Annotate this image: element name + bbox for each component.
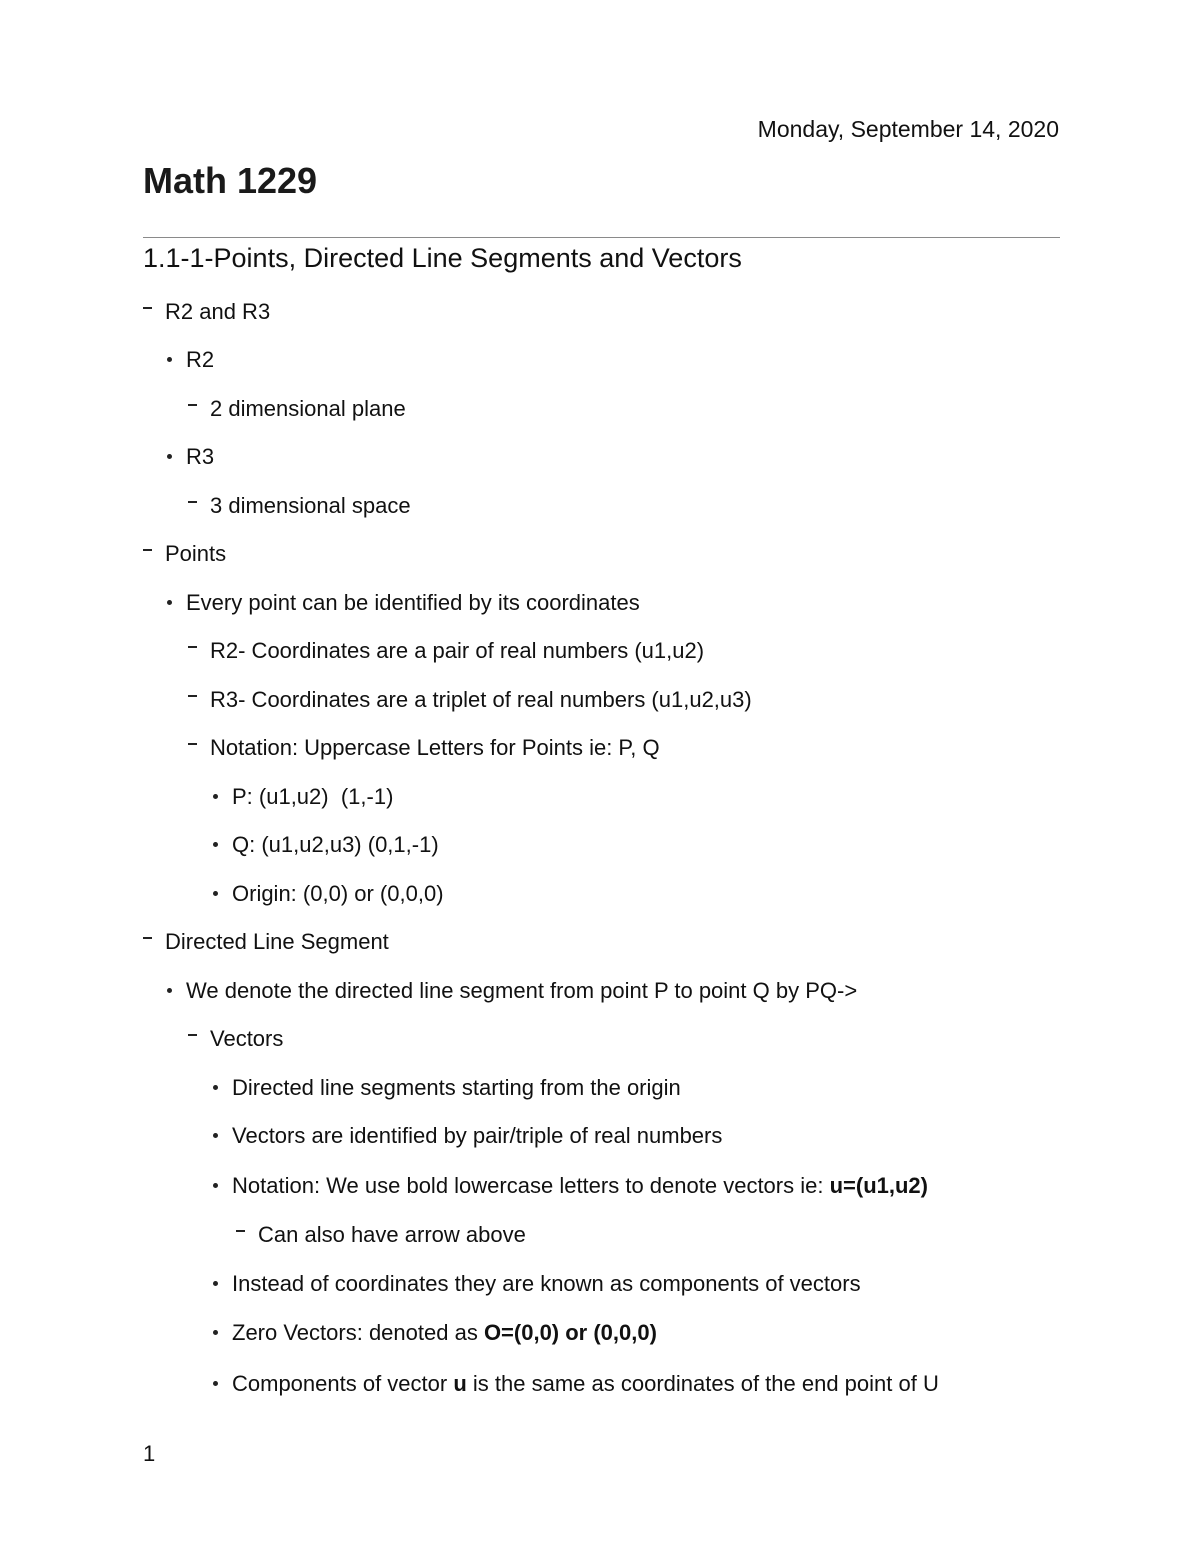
date-label: Monday, September 14, 2020 (757, 116, 1059, 142)
list-item-text: Can also have arrow above (258, 1222, 526, 1247)
list-item (143, 927, 389, 957)
list-item-text: Q: (u1,u2,u3) (0,1,-1) (232, 832, 439, 857)
bullet-icon (213, 1330, 218, 1335)
bold-vector-notation: u=(u1,u2) (829, 1173, 928, 1198)
dash-icon (188, 695, 197, 697)
list-item-text: Notation: Uppercase Letters for Points ie: P, Q (210, 735, 660, 760)
list-item (143, 297, 270, 327)
list-item (213, 1269, 861, 1299)
list-item (188, 685, 752, 715)
bullet-icon (167, 357, 172, 362)
list-item-text: Instead of coordinates they are known as components of vectors (232, 1271, 861, 1296)
dash-icon (188, 404, 197, 406)
list-item (213, 782, 393, 812)
bullet-icon (213, 1133, 218, 1138)
bold-vector-u: u (453, 1371, 467, 1396)
dash-icon (143, 937, 152, 939)
list-item-text: Notation: We use bold lowercase letters to denote vectors ie: (232, 1173, 830, 1198)
list-item (167, 976, 857, 1006)
dash-icon (188, 1034, 197, 1036)
bullet-icon (213, 891, 218, 896)
list-item-text: R2- Coordinates are a pair of real numbers (u1,u2) (210, 638, 705, 663)
dash-icon (188, 743, 197, 745)
section-title: 1.1-1-Points, Directed Line Segments and Vectors (143, 243, 742, 273)
list-item (167, 588, 640, 618)
dash-icon (143, 307, 152, 309)
list-item-text: Directed line segments starting from the origin (232, 1075, 681, 1100)
list-item-text: P: (u1,u2) (1,-1) (232, 784, 394, 809)
list-item (213, 830, 439, 860)
list-item-text: Directed Line Segment (165, 929, 389, 954)
list-item (213, 1318, 657, 1348)
page-number: 1 (143, 1441, 156, 1466)
dash-icon (188, 646, 197, 648)
list-item (213, 1369, 939, 1399)
list-item-text: is the same as coordinates of the end point of U (466, 1371, 939, 1396)
list-item-text: R3- Coordinates are a triplet of real numbers (u1,u2,u3) (210, 687, 752, 712)
list-item-text: We denote the directed line segment from point P to point Q by PQ-> (186, 978, 858, 1003)
bullet-icon (213, 1281, 218, 1286)
list-item (213, 1171, 928, 1201)
list-item-text: Points (165, 541, 227, 566)
list-item (188, 394, 406, 424)
bold-zero-vector: O=(0,0) or (0,0,0) (483, 1320, 657, 1345)
list-item (188, 733, 660, 763)
list-item (213, 879, 444, 909)
list-item (167, 345, 214, 375)
list-item-text: R2 (186, 347, 215, 372)
bullet-icon (213, 1183, 218, 1188)
list-item (188, 636, 704, 666)
bullet-icon (213, 1381, 218, 1386)
dash-icon (236, 1230, 245, 1232)
dash-icon (188, 501, 197, 503)
list-item-text: R2 and R3 (165, 299, 271, 324)
list-item-text: 2 dimensional plane (210, 396, 406, 421)
bullet-icon (213, 1085, 218, 1090)
bullet-icon (213, 842, 218, 847)
list-item (188, 491, 411, 521)
list-item (188, 1024, 283, 1054)
list-item-text: 3 dimensional space (210, 493, 411, 518)
list-item-text: Every point can be identified by its coordinates (186, 590, 640, 615)
list-item (213, 1121, 722, 1151)
list-item-text: Components of vector (232, 1371, 454, 1396)
bullet-icon (167, 988, 172, 993)
bullet-icon (167, 600, 172, 605)
list-item (213, 1073, 681, 1103)
list-item-text: Zero Vectors: denoted as (232, 1320, 484, 1345)
list-item-text: R3 (186, 444, 215, 469)
list-item-text: Vectors (210, 1026, 284, 1051)
course-title: Math 1229 (143, 160, 318, 201)
list-item (167, 442, 214, 472)
title-divider (143, 237, 1060, 238)
list-item-text: Origin: (0,0) or (0,0,0) (232, 881, 444, 906)
list-item (143, 539, 226, 569)
dash-icon (143, 549, 152, 551)
bullet-icon (167, 454, 172, 459)
bullet-icon (213, 794, 218, 799)
list-item-text: Vectors are identified by pair/triple of real numbers (232, 1123, 723, 1148)
list-item (236, 1220, 526, 1250)
